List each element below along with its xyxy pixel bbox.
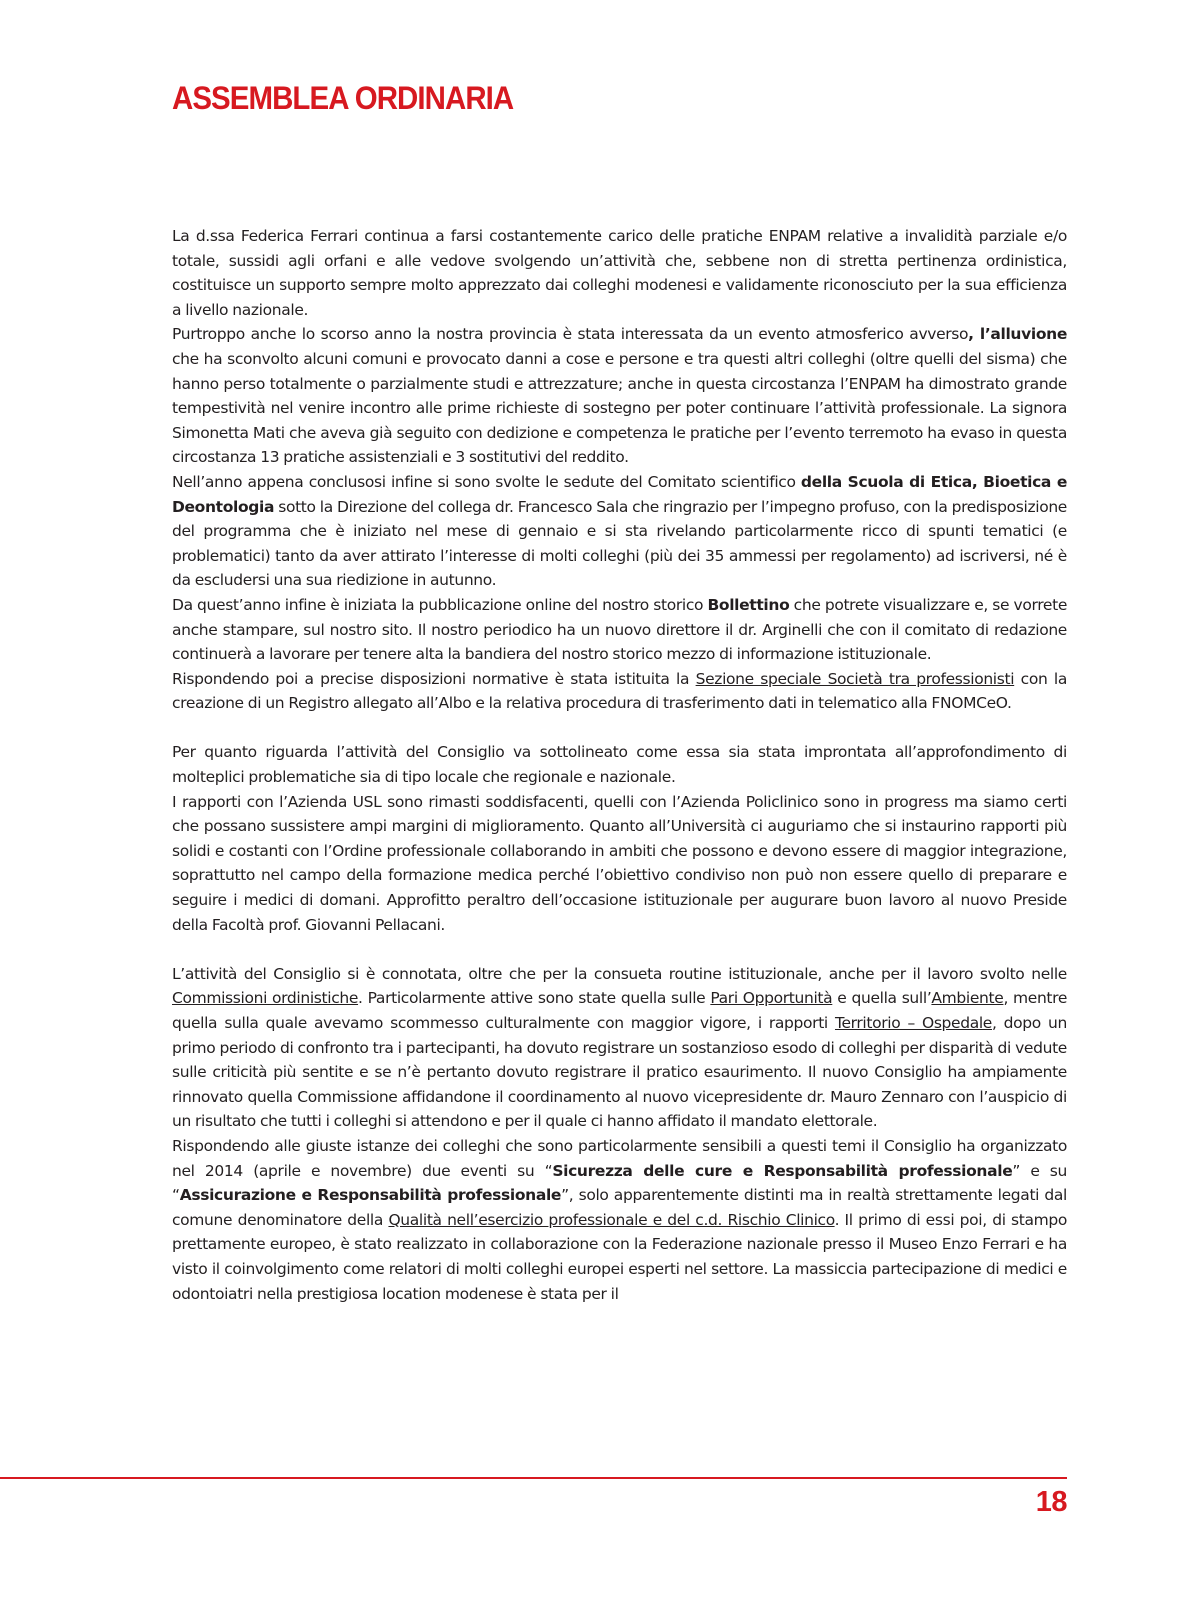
text-run: sotto la Direzione del collega dr. Francesco Sala che ringrazio per l’impegno profuso, con la predisposizione del programma che è iniziato nel mese di gennaio e si sta rivelando particolarmente ricco di spunti tematici (e problematici) tanto da aver attirato l’interesse di molti colleghi (più dei 35 ammessi per regolamento) ad iscriversi, né è da escludersi una sua riedizione in autunno. xyxy=(172,497,1067,590)
text-run: con la creazione di un Registro allegato all’Albo e la relativa procedura di trasferimento dati in telematico alla FNOMCeO. xyxy=(172,669,1067,713)
bold-text: della Scuola di Etica, Bioetica e Deontologia xyxy=(172,472,1067,516)
paragraph-alluvione xyxy=(172,322,1067,470)
bold-text: Assicurazione e Responsabilità professionale xyxy=(179,1186,562,1205)
bold-text: Sicurezza delle cure e Responsabilità professionale xyxy=(552,1161,1013,1180)
page-title: ASSEMBLEA ORDINARIA xyxy=(172,80,514,116)
paragraph-consiglio-approfondimento xyxy=(172,740,1067,789)
page-number: 18 xyxy=(1035,1486,1067,1518)
paragraph-sezione-speciale xyxy=(172,667,1067,716)
text-run: , mentre quella sulla quale avevamo scommesso culturalmente con maggior vigore, i rapporti xyxy=(172,989,1068,1032)
text-run: e quella sull’ xyxy=(832,989,932,1008)
text-run: ” e su “ xyxy=(172,1161,1067,1205)
paragraph-commissioni xyxy=(172,962,1067,1134)
paragraph-rapporti-usl xyxy=(172,790,1067,938)
underlined-text: Sezione speciale Società tra professionisti xyxy=(695,669,1015,688)
body-text xyxy=(172,224,1067,1306)
text-run: . Particolarmente attive sono state quella sulle xyxy=(358,989,711,1008)
paragraph-enpam xyxy=(172,224,1067,322)
underlined-text: Pari Opportunità xyxy=(710,989,833,1008)
text-run: , dopo un primo periodo di confronto tra i partecipanti, ha dovuto registrare un sostanzioso esodo di colleghi per disparità di vedute sulle criticità più sentite e se n’è pertanto dovuto registrare il pratico esaurimento. Il nuovo Consiglio ha ampiamente rinnovato quella Commissione affidandone il coordinamento al nuovo vicepresidente dr. Mauro Zennaro con l’auspicio di un risultato che tutti i colleghi si attendono e per il quale ci hanno affidato il mandato elettorale. xyxy=(172,1014,1067,1131)
text-run: che ha sconvolto alcuni comuni e provocato danni a cose e persone e tra questi altri colleghi (oltre quelli del sisma) che hanno perso totalmente o parzialmente studi e attrezzature; anche in questa circostanza l’ENPAM ha dimostrato grande tempestività nel venire incontro alle prime richieste di sostegno per poter continuare l’attività professionale. La signora Simonetta Mati che aveva già seguito con dedizione e competenza le pratiche per l’evento terremoto ha evaso in questa circostanza 13 pratiche assistenziali e 3 sostitutivi del reddito. xyxy=(172,349,1067,467)
text-run: Rispondendo alle giuste istanze dei colleghi che sono particolarmente sensibili a questi temi il Consiglio ha organizzato nel 2014 (aprile e novembre) due eventi su “ xyxy=(172,1136,1067,1180)
text-run: ”, solo apparentemente distinti ma in realtà strettamente legati dal comune denominatore della xyxy=(172,1186,1067,1229)
text-run: . Il primo di essi poi, di stampo prettamente europeo, è stato realizzato in collaborazione con la Federazione nazionale presso il Museo Enzo Ferrari e ha visto il coinvolgimento come relatori di molti colleghi europei esperti nel settore. La massiccia partecipazione di medici e odontoiatri nella prestigiosa location modenese è stata per il xyxy=(172,1210,1068,1303)
text-run: Rispondendo poi a precise disposizioni normative è stata istituita la xyxy=(172,669,696,688)
underlined-text: Ambiente xyxy=(931,989,1004,1008)
bold-text: , l’alluvione xyxy=(968,325,1067,344)
underlined-text: Territorio – Ospedale xyxy=(834,1014,992,1032)
footer-rule xyxy=(0,1477,1067,1479)
text-run: La d.ssa Federica Ferrari continua a farsi costantemente carico delle pratiche ENPAM relative a invalidità parziale e/o totale, sussidi agli orfani e alle vedove svolgendo un’attività che, sebbene non di stretta pertinenza ordinistica, costituisce un supporto sempre molto apprezzato dai colleghi modenesi e validamente riconosciuto per la sua efficienza a livello nazionale. xyxy=(172,227,1067,319)
paragraph-scuola-etica xyxy=(172,470,1067,593)
underlined-text: Qualità nell’esercizio professionale e del c.d. Rischio Clinico xyxy=(388,1210,835,1229)
text-run: I rapporti con l’Azienda USL sono rimasti soddisfacenti, quelli con l’Azienda Policlinico sono in progress ma siamo certi che possano sussistere ampi margini di miglioramento. Quanto all’Università ci auguriamo che si instaurino rapporti più solidi e costanti con l’Ordine professionale collaborando in ambiti che possono e devono essere di maggior integrazione, soprattutto nel campo della formazione medica perché l’obiettivo condiviso non può non essere quello di preparare e seguire i medici di domani. Approfitto peraltro dell’occasione istituzionale per augurare buon lavoro al nuovo Preside della Facoltà prof. Giovanni Pellacani. xyxy=(172,792,1067,934)
text-run: Nell’anno appena conclusosi infine si sono svolte le sedute del Comitato scientifico xyxy=(172,472,801,491)
text-run: che potrete visualizzare e, se vorrete anche stampare, sul nostro sito. Il nostro periodico ha un nuovo direttore il dr. Arginelli che con il comitato di redazione continuerà a lavorare per tenere alta la bandiera del nostro storico mezzo di informazione istituzionale. xyxy=(172,595,1068,664)
paragraph-bollettino xyxy=(172,593,1067,667)
underlined-text: Commissioni ordinistiche xyxy=(172,989,359,1008)
text-run: L’attività del Consiglio si è connotata, oltre che per la consueta routine istituzionale, anche per il lavoro svolto nelle xyxy=(172,964,1067,983)
paragraph-eventi-2014 xyxy=(172,1134,1067,1306)
text-run: Da quest’anno infine è iniziata la pubblicazione online del nostro storico xyxy=(172,595,708,614)
text-run: Per quanto riguarda l’attività del Consiglio va sottolineato come essa sia stata improntata all’approfondimento di molteplici problematiche sia di tipo locale che regionale e nazionale. xyxy=(172,743,1067,787)
bold-text: Bollettino xyxy=(707,595,790,614)
text-run: Purtroppo anche lo scorso anno la nostra provincia è stata interessata da un evento atmosferico avverso xyxy=(172,325,969,344)
